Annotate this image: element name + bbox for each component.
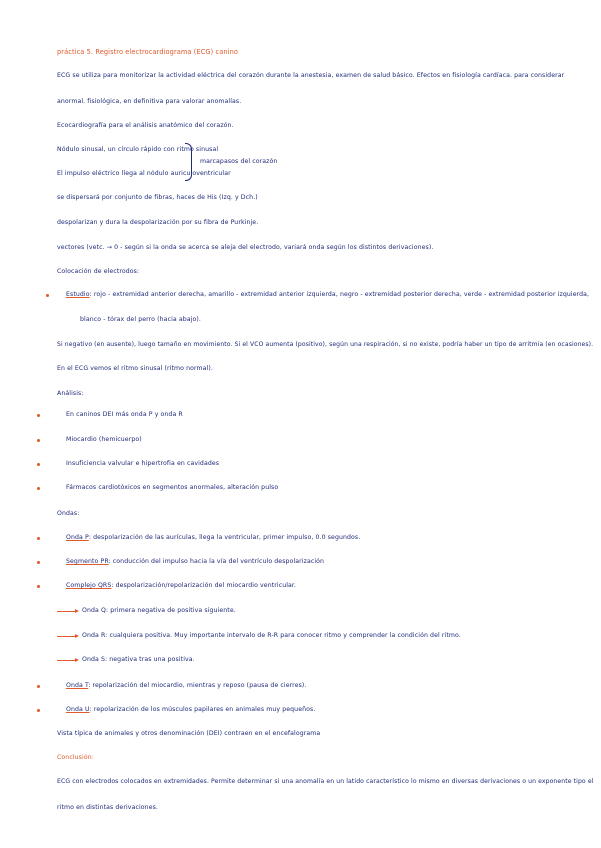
- bullet-dot: [37, 463, 40, 466]
- paragraph-ecg-intro-2: anormal. fisiológica, en definitiva para valorar anomalías.: [57, 98, 242, 105]
- sub-item-onda-q: Onda Q: primera negativa de positiva siguiente.: [82, 607, 236, 614]
- brace-label: marcapasos del corazón: [200, 158, 278, 165]
- paragraph-conclusion-2: ritmo en distintas derivaciones.: [57, 804, 158, 811]
- list-item-term: Onda U: [66, 706, 90, 713]
- paragraph-his: se dispersará por conjunto de fibras, haces de His (Izq. y Dch.): [57, 194, 258, 201]
- sub-item-onda-r: Onda R: cualquiera positiva. Muy importante intervalo de R-R para conocer ritmo y comprender la condición del ritmo.: [82, 632, 461, 639]
- paragraph-vco: Si negativo (en ausente), luego tamaño en movimiento. Si el VCO aumenta (positivo), según una respiración, si no existe, podría haber un tipo de arritmia (en ocasiones).: [57, 341, 594, 348]
- bullet-dot: [37, 561, 40, 564]
- list-item-term: Segmento PR: [66, 558, 109, 565]
- section-heading-electrodos: Colocación de electrodos:: [57, 268, 140, 275]
- bullet-dot: [37, 439, 40, 442]
- list-item-segmento-pr: [66, 558, 324, 566]
- list-item-complejo-qrs: [66, 582, 296, 590]
- list-item-term: Complejo QRS: [66, 582, 112, 589]
- paragraph-ecg-intro-1: ECG se utiliza para monitorizar la actividad eléctrica del corazón durante la anestesia, examen de salud básico. Efectos en fisiología cardíaca. para considerar: [57, 72, 565, 79]
- paragraph-nodulo-sinusal: Nódulo sinusal, un círculo rápido con ritmo sinusal: [57, 146, 219, 153]
- paragraph-vectores: vectores (vetc. → 0 - según si la onda se acerca se aleja del electrodo, variará onda según los distintos derivaciones).: [57, 244, 434, 251]
- paragraph-ecocardiografia: Ecocardiografía para el análisis anatómico del corazón.: [57, 122, 234, 129]
- paragraph-vista-tipica: Vista típica de animales y otros denominación (DEI) contraen en el encefalograma: [57, 730, 321, 737]
- list-item-term: Estudio: [66, 291, 90, 298]
- bullet-dot: [46, 294, 49, 297]
- list-item-text: : despolarización/repolarización del miocardio ventricular.: [111, 582, 297, 589]
- paragraph-purkinje: despolarizan y dura la despolarización por su fibra de Purkinje.: [57, 219, 259, 226]
- bullet-dot: [37, 414, 40, 417]
- sub-item-onda-s: Onda S: negativa tras una positiva.: [82, 656, 195, 663]
- list-item-text: : rojo - extremidad anterior derecha, amarillo - extremidad anterior izquierda, negro - extremidad posterior derecha, verde - extremidad posterior izquierda,: [89, 291, 590, 298]
- list-item-text: : repolarización del miocardio, mientras y reposo (pausa de cierres).: [88, 682, 307, 689]
- list-item-onda-u: [66, 706, 315, 714]
- paragraph-nodulo-av: El impulso eléctrico llega al nódulo auriculoventricular: [57, 170, 231, 177]
- list-item-estudio: [66, 291, 589, 299]
- bullet-dot: [37, 709, 40, 712]
- list-item-analisis-4: Fármacos cardiotóxicos en segmentos anormales, alteración pulso: [66, 484, 279, 491]
- curly-brace: [185, 143, 192, 181]
- list-item-onda-t: [66, 682, 307, 690]
- arrow-icon: [57, 636, 77, 637]
- section-heading-analisis: Análisis:: [57, 390, 84, 397]
- list-item-estudio-cont: blanco - tórax del perro (hacia abajo).: [80, 316, 201, 323]
- list-item-analisis-2: Miocardio (hemicuerpo): [66, 436, 142, 443]
- list-item-analisis-3: Insuficiencia valvular e hipertrofia en cavidades: [66, 460, 220, 467]
- bullet-dot: [37, 685, 40, 688]
- list-item-term: Onda P: [66, 534, 89, 541]
- arrow-icon: [57, 611, 77, 612]
- paragraph-ritmo-sinusal: En el ECG vemos el ritmo sinusal (ritmo normal).: [57, 365, 213, 372]
- paragraph-conclusion-1: ECG con electrodos colocados en extremidades. Permite determinar si una anomalía en un latido característico lo mismo en diversas derivaciones o un exponente tipo el: [57, 778, 594, 785]
- list-item-analisis-1: En caninos DEI más onda P y onda R: [66, 411, 183, 418]
- list-item-text: : conducción del impulso hacia la vía del ventrículo despolarización: [108, 558, 325, 565]
- bullet-dot: [37, 585, 40, 588]
- bullet-dot: [37, 537, 40, 540]
- section-heading-ondas: Ondas:: [57, 510, 80, 517]
- document-title: práctica 5. Registro electrocardiograma (ECG) canino: [57, 48, 238, 56]
- list-item-onda-p: [66, 534, 360, 542]
- section-heading-conclusion: Conclusión:: [57, 754, 94, 761]
- list-item-text: : repolarización de los músculos papilares en animales muy pequeños.: [89, 706, 316, 713]
- bullet-dot: [37, 487, 40, 490]
- arrow-icon: [57, 660, 77, 661]
- list-item-text: : despolarización de las aurículas, llega la ventricular, primer impulso, 0.0 segundos.: [88, 534, 361, 541]
- list-item-term: Onda T: [66, 682, 89, 689]
